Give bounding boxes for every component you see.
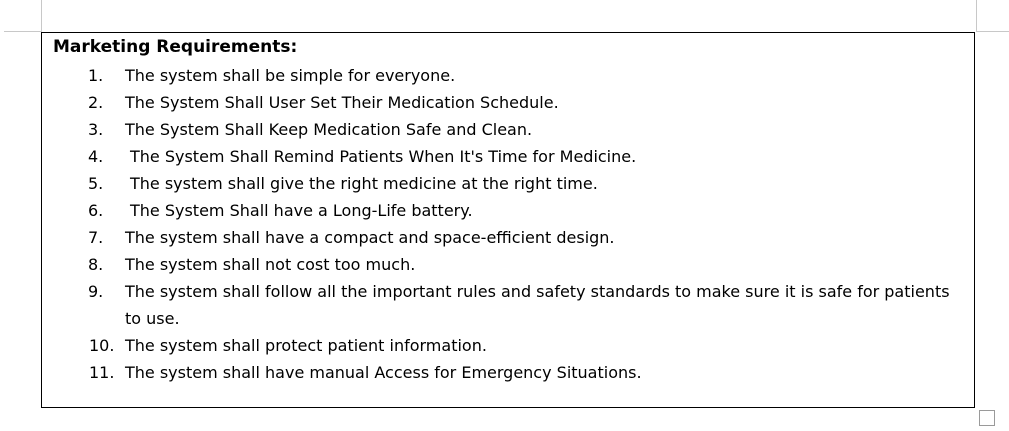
- list-item-number: 9.: [88, 282, 104, 301]
- list-item: [42, 143, 974, 170]
- list-item-number: 6.: [88, 201, 104, 220]
- list-item-text: The system shall follow all the important rules and safety standards to make sure it is safe for patients to use.: [125, 282, 950, 328]
- list-item-number: 10.: [89, 336, 115, 355]
- list-item-text: The system shall give the right medicine at the right time.: [130, 174, 598, 193]
- list-item-text: The system shall have manual Access for Emergency Situations.: [125, 363, 642, 382]
- page-margin-guide-left: [41, 0, 42, 32]
- list-item: [42, 359, 974, 386]
- page-margin-guide-top-right: [976, 31, 1009, 32]
- list-item: [42, 170, 974, 197]
- list-item: [42, 332, 974, 359]
- list-item-number: 3.: [88, 120, 104, 139]
- section-heading: Marketing Requirements:: [53, 37, 298, 57]
- requirements-table-cell[interactable]: [41, 32, 975, 408]
- page-margin-guide-right: [976, 0, 977, 32]
- list-item-number: 4.: [88, 147, 104, 166]
- list-item-number: 5.: [88, 174, 104, 193]
- list-item-number: 11.: [89, 363, 115, 382]
- list-item-number: 1.: [88, 66, 104, 85]
- list-item-text: The System Shall have a Long-Life battery.: [130, 201, 473, 220]
- list-item-text: The System Shall Keep Medication Safe and Clean.: [125, 120, 533, 139]
- list-item-text: The system shall have a compact and space-efficient design.: [125, 228, 615, 247]
- list-item-text: The System Shall User Set Their Medication Schedule.: [125, 93, 559, 112]
- list-item-text: The system shall be simple for everyone.: [125, 66, 456, 85]
- list-item: [42, 62, 974, 89]
- list-item-number: 8.: [88, 255, 104, 274]
- page-margin-guide-top-left: [4, 31, 42, 32]
- list-item: [42, 197, 974, 224]
- list-item-number: 2.: [88, 93, 104, 112]
- list-item: [42, 89, 974, 116]
- table-resize-handle[interactable]: [979, 410, 995, 426]
- list-item: [42, 251, 974, 278]
- list-item: [42, 116, 974, 143]
- list-item-text: The System Shall Remind Patients When It's Time for Medicine.: [130, 147, 637, 166]
- list-item-text: The system shall not cost too much.: [125, 255, 416, 274]
- list-item: [42, 224, 974, 251]
- requirements-list: [42, 62, 974, 386]
- list-item-text: The system shall protect patient information.: [125, 336, 487, 355]
- list-item-number: 7.: [88, 228, 104, 247]
- list-item: [42, 278, 974, 332]
